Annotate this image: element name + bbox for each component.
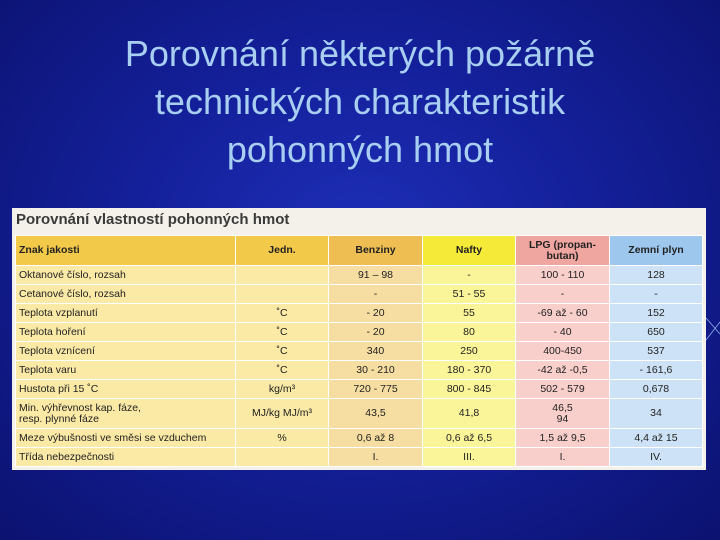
cell-lpg: -69 až - 60: [516, 304, 610, 323]
table-row: [16, 266, 703, 285]
cell-benziny: 30 - 210: [329, 361, 423, 380]
header-znak-jakosti: Znak jakosti: [16, 236, 236, 266]
cell-benziny: 43,5: [329, 399, 423, 429]
cell-zemni-plyn: IV.: [610, 448, 703, 467]
header-jedn: Jedn.: [236, 236, 329, 266]
table-row: [16, 342, 703, 361]
cell-zemni-plyn: 34: [610, 399, 703, 429]
cell-unit: [236, 448, 329, 467]
cell-property: Teplota varu: [16, 361, 236, 380]
cell-zemni-plyn: 0,678: [610, 380, 703, 399]
cell-zemni-plyn: -: [610, 285, 703, 304]
cell-property: Min. výhřevnost kap. fáze, resp. plynné fáze: [16, 399, 236, 429]
cell-benziny: 91 – 98: [329, 266, 423, 285]
title-line-2: technických charakteristik: [154, 81, 566, 122]
cell-property: Teplota vzplanutí: [16, 304, 236, 323]
cell-unit: MJ/kg MJ/m³: [236, 399, 329, 429]
cell-lpg: 400-450: [516, 342, 610, 361]
cell-nafty: 80: [423, 323, 516, 342]
table-row: [16, 304, 703, 323]
cell-nafty: 250: [423, 342, 516, 361]
cell-benziny: 340: [329, 342, 423, 361]
cell-lpg: -42 až -0,5: [516, 361, 610, 380]
cell-unit: ˚C: [236, 342, 329, 361]
cell-property: Oktanové číslo, rozsah: [16, 266, 236, 285]
fuel-properties-table: [15, 235, 703, 467]
cell-lpg: I.: [516, 448, 610, 467]
cell-nafty: 0,6 až 6,5: [423, 429, 516, 448]
cell-property: Cetanové číslo, rozsah: [16, 285, 236, 304]
table-row: [16, 448, 703, 467]
cell-nafty: -: [423, 266, 516, 285]
cell-nafty: 41,8: [423, 399, 516, 429]
cell-zemni-plyn: 152: [610, 304, 703, 323]
cell-benziny: 0,6 až 8: [329, 429, 423, 448]
cell-property: Hustota při 15 ˚C: [16, 380, 236, 399]
title-line-1: Porovnání některých požárně: [124, 33, 596, 74]
cell-benziny: - 20: [329, 304, 423, 323]
table-row: [16, 429, 703, 448]
cell-nafty: 51 - 55: [423, 285, 516, 304]
cell-lpg: - 40: [516, 323, 610, 342]
table-row: [16, 380, 703, 399]
cell-property: Třída nebezpečnosti: [16, 448, 236, 467]
cell-zemni-plyn: - 161,6: [610, 361, 703, 380]
cell-zemni-plyn: 537: [610, 342, 703, 361]
cell-unit: kg/m³: [236, 380, 329, 399]
cell-unit: ˚C: [236, 361, 329, 380]
cell-property: Teplota vznícení: [16, 342, 236, 361]
cell-unit: ˚C: [236, 304, 329, 323]
cell-unit: [236, 285, 329, 304]
cell-nafty: 800 - 845: [423, 380, 516, 399]
cell-lpg: 502 - 579: [516, 380, 610, 399]
cell-benziny: -: [329, 285, 423, 304]
fuel-properties-figure: [12, 208, 706, 470]
cell-property: Meze výbušnosti ve směsi se vzduchem: [16, 429, 236, 448]
cell-property: Teplota hoření: [16, 323, 236, 342]
table-row: [16, 323, 703, 342]
table-row: [16, 361, 703, 380]
cell-unit: [236, 266, 329, 285]
cell-lpg: 1,5 až 9,5: [516, 429, 610, 448]
cell-nafty: III.: [423, 448, 516, 467]
table-header-row: [16, 236, 703, 266]
cell-zemni-plyn: 4,4 až 15: [610, 429, 703, 448]
cell-zemni-plyn: 650: [610, 323, 703, 342]
header-benziny: Benziny: [329, 236, 423, 266]
table-row: [16, 399, 703, 429]
table-row: [16, 285, 703, 304]
header-lpg: LPG (propan-butan): [516, 236, 610, 266]
cell-nafty: 55: [423, 304, 516, 323]
cell-benziny: - 20: [329, 323, 423, 342]
header-zemni-plyn: Zemní plyn: [610, 236, 703, 266]
cell-lpg: -: [516, 285, 610, 304]
title-line-3: pohonných hmot: [226, 129, 494, 170]
cell-benziny: 720 - 775: [329, 380, 423, 399]
cell-lpg: 100 - 110: [516, 266, 610, 285]
figure-caption: Porovnání vlastností pohonných hmot: [16, 211, 290, 228]
cell-benziny: I.: [329, 448, 423, 467]
cell-unit: %: [236, 429, 329, 448]
header-nafty: Nafty: [423, 236, 516, 266]
cell-nafty: 180 - 370: [423, 361, 516, 380]
cell-lpg: 46,5 94: [516, 399, 610, 429]
slide-title: [60, 30, 660, 174]
cell-unit: ˚C: [236, 323, 329, 342]
cell-zemni-plyn: 128: [610, 266, 703, 285]
